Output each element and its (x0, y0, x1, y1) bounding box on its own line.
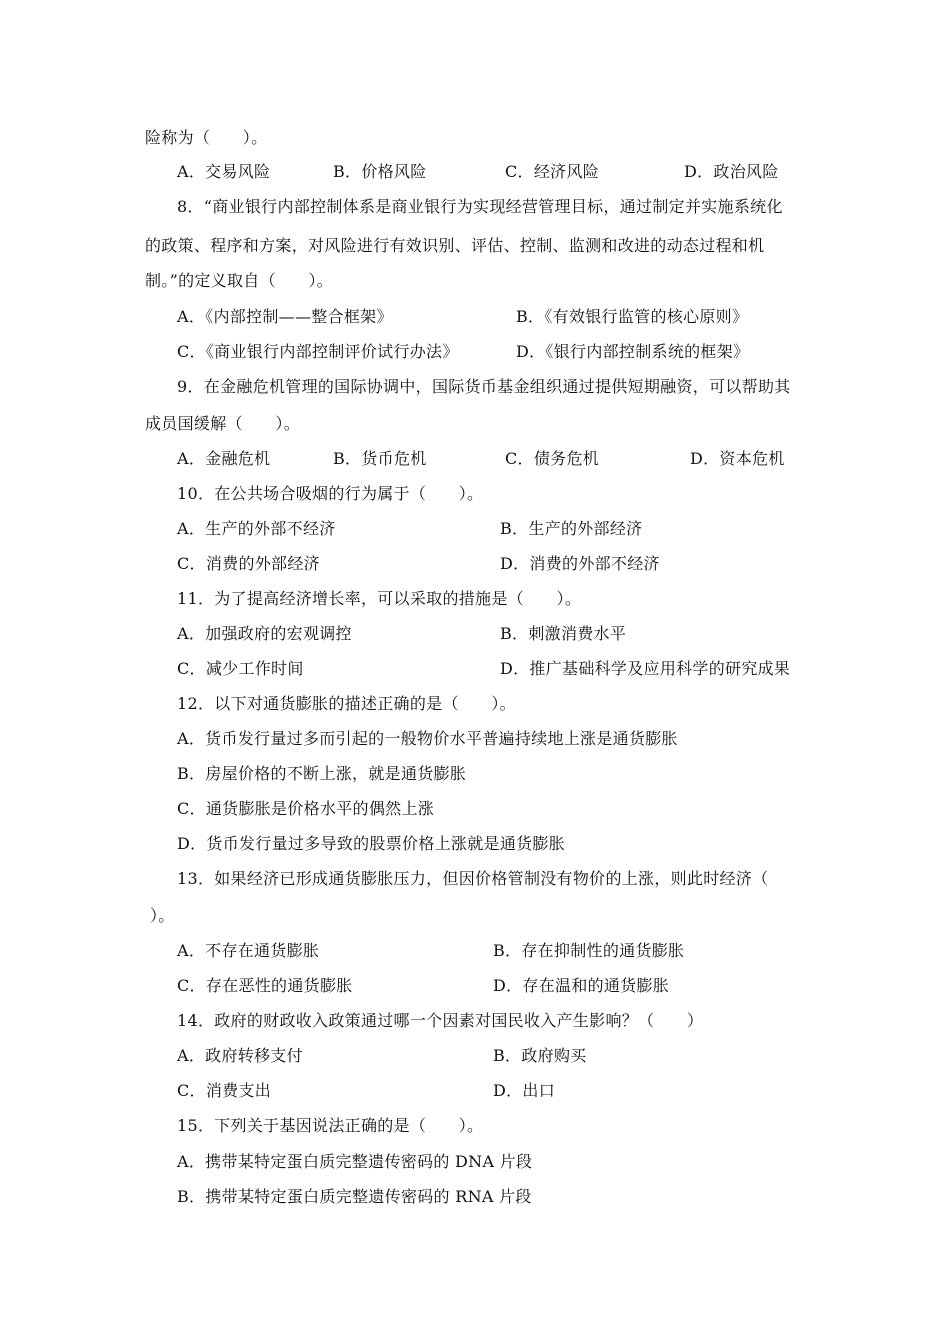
question-9-stem-line2: 成员国缓解（ ）。 (145, 414, 301, 433)
q9-option-b: B．货币危机 (333, 449, 427, 468)
q13-option-b: B．存在抑制性的通货膨胀 (493, 941, 685, 960)
q12-option-b: B．房屋价格的不断上涨，就是通货膨胀 (177, 764, 467, 783)
q7-option-c: C．经济风险 (505, 162, 600, 181)
question-14-stem: 14．政府的财政收入政策通过哪一个因素对国民收入产生影响？（ ） (177, 1011, 704, 1030)
q10-option-a: A．生产的外部不经济 (177, 519, 336, 538)
q12-option-c: C．通货膨胀是价格水平的偶然上涨 (177, 799, 435, 818)
q13-option-a: A．不存在通货膨胀 (177, 941, 320, 960)
question-11-stem: 11．为了提高经济增长率，可以采取的措施是（ ）。 (177, 589, 582, 608)
q15-option-b: B．携带某特定蛋白质完整遗传密码的 RNA 片段 (177, 1187, 532, 1206)
q10-option-d: D．消费的外部不经济 (500, 554, 660, 573)
q10-option-b: B．生产的外部经济 (500, 519, 643, 538)
q9-option-d: D．资本危机 (690, 449, 785, 468)
q11-option-b: B．刺激消费水平 (500, 624, 627, 643)
q14-option-b: B．政府购买 (493, 1046, 587, 1065)
q8-option-a: A．《内部控制——整合框架》 (177, 307, 393, 326)
q11-option-d: D．推广基础科学及应用科学的研究成果 (500, 659, 791, 678)
q15-option-a: A．携带某特定蛋白质完整遗传密码的 DNA 片段 (177, 1152, 533, 1171)
question-13-stem: 13．如果经济已形成通货膨胀压力，但因价格管制没有物价的上涨，则此时经济（ (177, 869, 769, 888)
q11-option-c: C．减少工作时间 (177, 659, 304, 678)
q7-option-a: A．交易风险 (177, 162, 271, 181)
question-10-stem: 10．在公共场合吸烟的行为属于（ ）。 (177, 484, 484, 503)
q14-option-d: D．出口 (493, 1081, 556, 1100)
question-12-stem: 12．以下对通货膨胀的描述正确的是（ ）。 (177, 694, 516, 713)
q11-option-a: A．加强政府的宏观调控 (177, 624, 352, 643)
question-9-stem: 9．在金融危机管理的国际协调中，国际货币基金组织通过提供短期融资，可以帮助其 (177, 377, 791, 396)
q14-option-c: C．消费支出 (177, 1081, 272, 1100)
q13-option-d: D．存在温和的通货膨胀 (493, 976, 670, 995)
q8-option-b: B．《有效银行监管的核心原则》 (516, 307, 749, 326)
q14-option-a: A．政府转移支付 (177, 1046, 303, 1065)
q8-option-d: D．《银行内部控制系统的框架》 (516, 342, 750, 361)
q7-option-b: B．价格风险 (333, 162, 427, 181)
q10-option-c: C．消费的外部经济 (177, 554, 320, 573)
question-8-stem-line2: 的政策、程序和方案，对风险进行有效识别、评估、控制、监测和改进的动态过程和机 (145, 236, 765, 255)
question-7-stem-tail: 险称为（ ）。 (145, 128, 268, 147)
question-8-stem-line3: 制。”的定义取自（ ）。 (145, 271, 334, 290)
question-13-stem-line2: ）。 (150, 906, 175, 925)
question-8-stem: 8．“商业银行内部控制体系是商业银行为实现经营管理目标，通过制定并实施系统化 (177, 197, 783, 216)
q12-option-a: A．货币发行量过多而引起的一般物价水平普遍持续地上涨是通货膨胀 (177, 729, 678, 748)
q12-option-d: D．货币发行量过多导致的股票价格上涨就是通货膨胀 (177, 834, 566, 853)
q7-option-d: D．政治风险 (684, 162, 779, 181)
q9-option-a: A．金融危机 (177, 449, 271, 468)
q9-option-c: C．债务危机 (505, 449, 600, 468)
question-15-stem: 15．下列关于基因说法正确的是（ ）。 (177, 1116, 484, 1135)
q8-option-c: C．《商业银行内部控制评价试行办法》 (177, 342, 459, 361)
q13-option-c: C．存在恶性的通货膨胀 (177, 976, 353, 995)
